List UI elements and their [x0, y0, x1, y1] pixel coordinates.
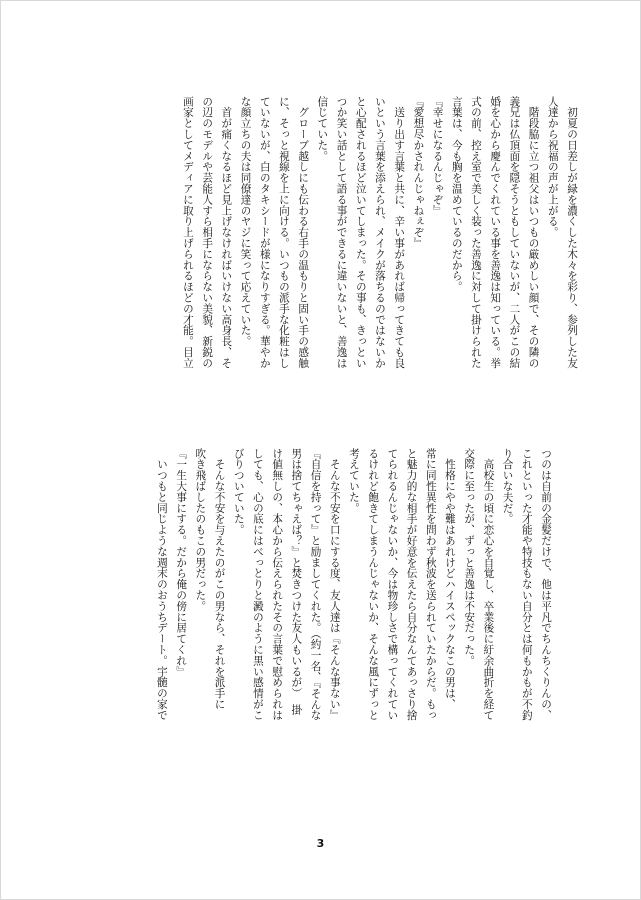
upper-text-line: の辺のモデルや芸能人すら相手にならない美貌、新鋭の: [201, 96, 214, 369]
lower-text-line: そんな不安を与えたのがこの男なら、それを派手に: [213, 448, 226, 710]
upper-text-line: 式の前、控え室で美しく装った善逸に対して掛けられた: [469, 96, 482, 369]
upper-text-line: と心配されるほど泣いてしまった。その事も、きっとい: [354, 96, 367, 369]
lower-text-line: け値無しの、本心から伝えられたその言葉で慰められは: [271, 448, 284, 721]
lower-text-line: り合いな夫だ。: [501, 448, 514, 525]
upper-text-line: 婚を心から慶んでくれている事を善逸は知っている。挙: [489, 96, 502, 369]
lower-text-line: 『一生大事にする。だから俺の傍に居てくれ』: [175, 448, 188, 677]
lower-text-line: 男は捨てちゃえば？』と焚きつけた友人もいるが） 掛: [290, 448, 303, 716]
lower-text-line: つのは自前の金髪だけで、他は平凡でちんちくりんの、: [540, 448, 552, 721]
upper-text-line: 人達から祝福の声が上がる。: [546, 96, 559, 238]
lower-text-line: るけれど飽きてしまうんじゃないか、そんな風にずっと: [367, 448, 380, 721]
upper-text-line: グローブ越しにも伝わる右手の温もりと固い手の感触: [297, 96, 310, 369]
upper-text-line: 首が痛くなるほど見上げなければいけない高身長、そ: [220, 96, 233, 369]
lower-text-line: そんな不安を口にする度、友人達は『そんな事ない』: [328, 448, 341, 721]
upper-text-line: 言葉は、今も胸を温めているのだから。: [450, 96, 463, 293]
upper-text-line: 『愛想尽かされんじゃねぇぞ』: [412, 96, 425, 249]
lower-text-line: 常に同性異性を問わず秋波を送られていたからだ。もっ: [424, 448, 437, 721]
lower-text-block: [152, 448, 555, 793]
lower-text-line: 高校生の頃に恋心を自覚し、卒業後に紆余曲折を経て: [482, 448, 495, 721]
lower-text-line: 考えていた。: [347, 448, 360, 514]
lower-text-line: と魅力的な相手が好意を伝えたら自分なんてあっさり捨: [405, 448, 418, 721]
lower-text-line: しても、心の底にはべっとりと澱のように黒い感情がこ: [251, 448, 264, 721]
upper-text-line: 『幸せになるんじゃぞ』: [431, 96, 444, 216]
upper-text-line: に、そっと視線を上に向ける。いつもの派手な化粧はし: [277, 96, 290, 369]
upper-text-line: ていないが、白のタキシードが様になりすぎる。華やか: [258, 96, 271, 369]
upper-text-line: 義兄は仏頂面を隠そうともしていないが、二人がこの結: [508, 96, 521, 369]
upper-text-line: 階段脇に立つ祖父はいつもの厳めしい顔で、その隣の: [527, 96, 540, 369]
upper-text-line: 画家としてメディアに取り上げられるほどの才能。目立: [181, 96, 194, 369]
lower-text-line: いつもと同じような週末のおうちデート。宇髄の家で: [155, 448, 168, 721]
lower-text-line: 交際に至ったが、ずっと善逸は不安だった。: [463, 448, 476, 666]
lower-text-line: びりついていた。: [232, 448, 245, 536]
upper-text-line: な顔立ちの夫は同僚達のヤジに笑って応えていた。: [239, 96, 252, 347]
upper-text-line: つか笑い話として語る事ができるに違いないと、善逸は: [335, 96, 348, 369]
lower-text-line: 『自信を持って』と励ましてくれた。（約一名、『そんな: [309, 448, 322, 721]
upper-text-block: [178, 96, 581, 441]
lower-text-line: これといった才能や特技もない自分とは何もかもが不釣: [520, 448, 533, 721]
lower-text-line: てられるんじゃないか、今は物珍しさで構ってくれてい: [386, 448, 399, 721]
upper-text-line: いという言葉を添えられ、メイクが落ちるのではないか: [373, 96, 386, 369]
upper-text-line: 初夏の日差しが緑を濃くした木々を彩り、参列した友: [566, 96, 578, 369]
lower-text-line: 性格にやや難はあれけどハイスペックなこの男は、: [443, 448, 456, 710]
lower-text-line: 吹き飛ばしたのもこの男だった。: [194, 448, 207, 612]
page-number: 3: [316, 837, 325, 850]
upper-text-line: 送り出す言葉と共に、辛い事があれば帰ってきても良: [393, 96, 406, 369]
upper-text-line: 信じていた。: [316, 96, 329, 162]
